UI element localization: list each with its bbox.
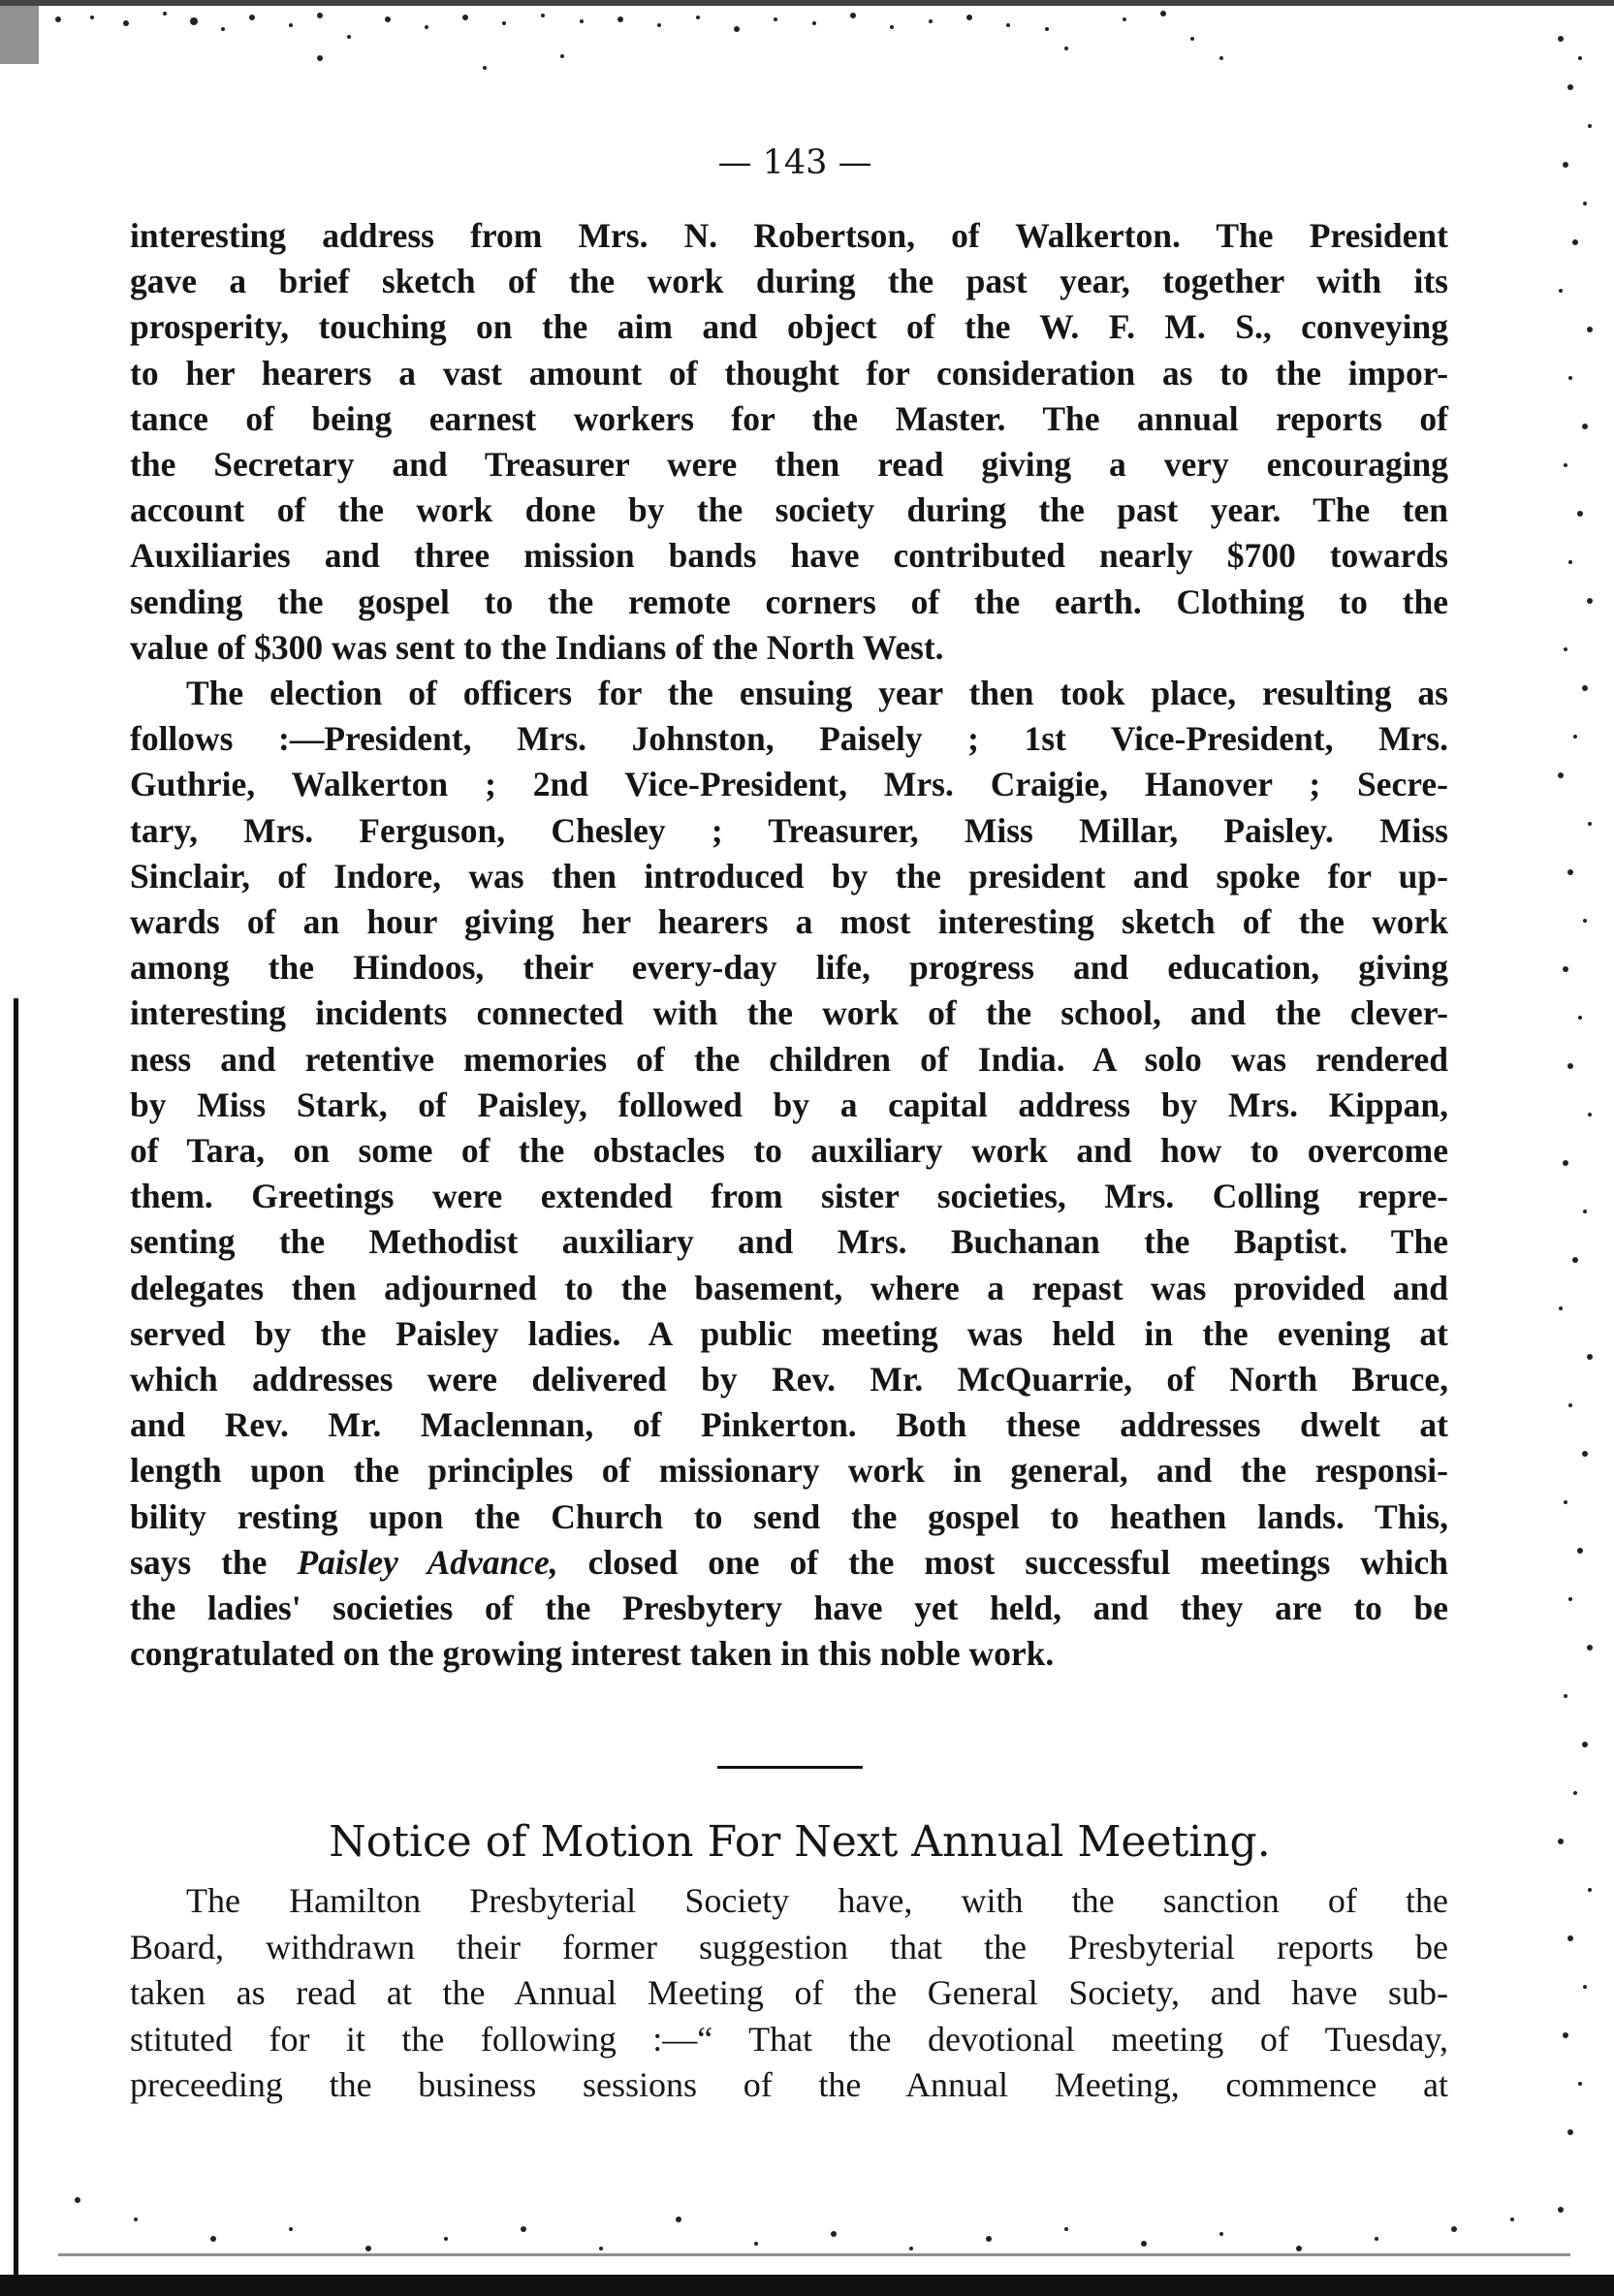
section-divider	[717, 1766, 863, 1769]
text-line: which addresses were delivered by Rev. Mr. McQuarrie, of North Bruce,	[130, 1360, 1448, 1400]
left-margin-rule	[14, 998, 18, 2296]
text-line: interesting incidents connected with the work of the school, and the clever-	[130, 993, 1448, 1033]
says-prefix: says the	[130, 1542, 268, 1582]
text-line: tary, Mrs. Ferguson, Chesley ; Treasurer, Miss Millar, Paisley. Miss	[130, 810, 1448, 850]
text-line: Sinclair, of Indore, was then introduced by the president and spoke for up-	[130, 856, 1448, 896]
section-heading: Notice of Motion For Next Annual Meeting.	[329, 1817, 1271, 1867]
newspaper-title: Paisley Advance,	[297, 1542, 558, 1582]
text-line: taken as read at the Annual Meeting of the General Society, and have sub-	[130, 1973, 1448, 2012]
text-line: served by the Paisley ladies. A public meeting was held in the evening at	[130, 1313, 1448, 1353]
report-text	[130, 213, 1448, 1678]
text-line: by Miss Stark, of Paisley, followed by a capital address by Mrs. Kippan,	[130, 1085, 1448, 1124]
text-line: among the Hindoos, their every-day life, progress and education, giving	[130, 948, 1448, 988]
text-line: length upon the principles of missionary work in general, and the responsi-	[130, 1451, 1448, 1491]
text-line: to her hearers a vast amount of thought for consideration as to the impor-	[130, 353, 1448, 393]
text-line: Board, withdrawn their former suggestion that the Presbyterial reports be	[130, 1927, 1448, 1966]
text-line-advance	[130, 1540, 1448, 1586]
text-line: prosperity, touching on the aim and object of the W. F. M. S., conveying	[130, 307, 1448, 347]
text-line: Auxiliaries and three mission bands have contributed nearly $700 towards	[130, 536, 1448, 576]
paragraph-report-summary	[130, 213, 1448, 671]
text-line: bility resting upon the Church to send the gospel to heathen lands. This,	[130, 1496, 1448, 1536]
text-line: ness and retentive memories of the children of India. A solo was rendered	[130, 1039, 1448, 1079]
paragraph-notice-body	[130, 1878, 1448, 2109]
text-line: delegates then adjourned to the basement, where a repast was provided and	[130, 1268, 1448, 1307]
text-line: congratulated on the growing interest taken in this noble work.	[130, 1634, 1055, 1674]
text-line: them. Greetings were extended from sister societies, Mrs. Colling repre-	[130, 1177, 1448, 1216]
text-line: of Tara, on some of the obstacles to auxiliary work and how to overcome	[130, 1131, 1448, 1171]
text-line: interesting address from Mrs. N. Robertson, of Walkerton. The President	[130, 216, 1448, 255]
text-line: the ladies' societies of the Presbytery have yet held, and they are to be	[130, 1588, 1448, 1628]
scan-noise-top	[0, 0, 1614, 107]
text-line: tance of being earnest workers for the Master. The annual reports of	[130, 398, 1448, 438]
notice-text	[130, 1878, 1448, 2109]
text-line: gave a brief sketch of the work during the past year, together with its	[130, 262, 1448, 301]
text-line: the Secretary and Treasurer were then read giving a very encouraging	[130, 445, 1448, 485]
text-line: The election of officers for the ensuing year then took place, resulting as	[186, 674, 1448, 713]
text-line: preceeding the business sessions of the Annual Meeting, commence at	[130, 2065, 1448, 2104]
text-line: The Hamilton Presbyterial Society have, with the sanction of the	[186, 1881, 1448, 1920]
scan-noise-right	[1532, 0, 1614, 2296]
text-line: and Rev. Mr. Maclennan, of Pinkerton. Both these addresses dwelt at	[130, 1405, 1448, 1445]
page-number: — 143 —	[717, 143, 872, 182]
text-line: wards of an hour giving her hearers a most interesting sketch of the work	[130, 902, 1448, 942]
text-line: follows :—President, Mrs. Johnston, Paisely ; 1st Vice-President, Mrs.	[130, 719, 1448, 759]
paragraph-election-and-proceedings	[130, 671, 1448, 1540]
text-line: Guthrie, Walkerton ; 2nd Vice-President, Mrs. Craigie, Hanover ; Secre-	[130, 765, 1448, 804]
bottom-scan-edge	[0, 2275, 1614, 2296]
says-suffix: closed one of the most successful meetings which	[587, 1542, 1449, 1582]
paragraph-closing	[130, 1586, 1448, 1677]
text-line: account of the work done by the society during the past year. The ten	[130, 490, 1448, 530]
text-line: stituted for it the following :—“ That the devotional meeting of Tuesday,	[130, 2019, 1448, 2059]
text-line: senting the Methodist auxiliary and Mrs. Buchanan the Baptist. The	[130, 1222, 1448, 1262]
text-line: value of $300 was sent to the Indians of the North West.	[130, 627, 944, 667]
text-line: sending the gospel to the remote corners of the earth. Clothing to the	[130, 582, 1448, 621]
